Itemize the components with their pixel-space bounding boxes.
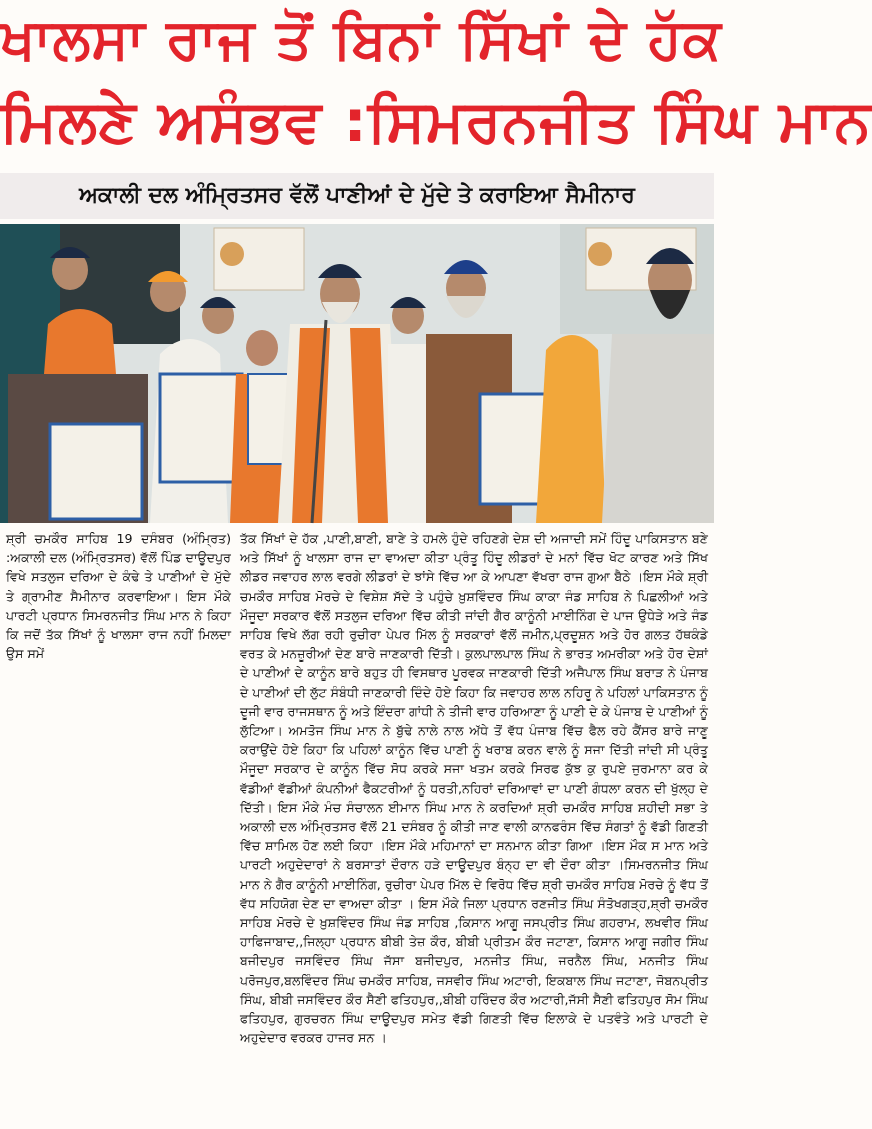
subheadline: ਅਕਾਲੀ ਦਲ ਅੰਮ੍ਰਿਤਸਰ ਵੱਲੋਂ ਪਾਣੀਆਂ ਦੇ ਮੁੱਦੇ ਤੇ ਕਰਾਇਆ ਸੈਮੀਨਾਰ (0, 173, 714, 219)
article-left-column (6, 529, 231, 663)
headline-line-2: ਮਿਲਣੇ ਅਸੰਭਵ :ਸਿਮਰਨਜੀਤ ਸਿੰਘ ਮਾਨ (0, 87, 872, 155)
article-intro-text: ਸ਼੍ਰੀ ਚਮਕੌਰ ਸਾਹਿਬ 19 ਦਸੰਬਰ (ਅੰਮ੍ਰਿਤ) :ਅਕਾਲੀ ਦਲ (ਅੰਮ੍ਰਿਤਸਰ) ਵੱਲੋਂ ਪਿੰਡ ਦਾਊਦਪੁਰ ਵਿਖੇ ਸਤਲੁਜ ਦਰਿਆ ਦੇ ਕੰਢੇ ਤੇ ਪਾਣੀਆਂ ਦੇ ਮੁੱਦੇ ਤੇ ਗ੍ਰਾਮੀਣ ਸੈਮੀਨਾਰ ਕਰਵਾਇਆ। ਇਸ ਮੌਕੇ ਪਾਰਟੀ ਪ੍ਰਧਾਨ ਸਿਮਰਨਜੀਤ ਸਿੰਘ ਮਾਨ ਨੇ ਕਿਹਾ ਕਿ ਜਦੋਂ ਤੱਕ ਸਿੱਖਾਂ ਨੂੰ ਖਾਲਸਾ ਰਾਜ ਨਹੀਂ ਮਿਲਦਾ ਉਸ ਸਮੇਂ (6, 531, 231, 662)
article-right-column (240, 529, 708, 1047)
article-body-text: ਤੱਕ ਸਿੱਖਾਂ ਦੇ ਹੱਕ ,ਪਾਣੀ,ਬਾਣੀ, ਬਾਣੇ ਤੇ ਹਮਲੇ ਹੁੰਦੇ ਰਹਿਣਗੇ ਦੇਸ਼ ਦੀ ਅਜਾਦੀ ਸਮੇਂ ਹਿੰਦੂ ਪਾਕਿਸਤਾਨ ਬਣੇ ਅਤੇ ਸਿੱਖਾਂ ਨੂੰ ਖਾਲਸਾ ਰਾਜ ਦਾ ਵਾਅਦਾ ਕੀਤਾ ਪ੍ਰੰਤੂ ਹਿੰਦੂ ਲੀਡਰਾਂ ਦੇ ਮਨਾਂ ਵਿੱਚ ਖੋਟ ਕਾਰਣ ਅਤੇ ਸਿੱਖ ਲੀਡਰ ਜਵਾਹਰ ਲਾਲ ਵਰਗੇ ਲੀਡਰਾਂ ਦੇ ਝਾਂਸੇ ਵਿੱਚ ਆ ਕੇ ਆਪਣਾ ਵੱਖਰਾ ਰਾਜ ਗੁਆ ਬੈਠੇ ।ਇਸ ਮੌਕੇ ਸ਼੍ਰੀ ਚਮਕੌਰ ਸਾਹਿਬ ਮੋਰਚੇ ਦੇ ਵਿਸ਼ੇਸ਼ ਸੱਦੇ ਤੇ ਪਹੁੰਚੇ ਖ਼ੁਸ਼ਵਿੰਦਰ ਸਿੰਘ ਕਾਕਾ ਜੰਡ ਸਾਹਿਬ ਨੇ ਪਿਛਲੀਆਂ ਅਤੇ ਮੌਜੂਦਾ ਸਰਕਾਰ ਵੱਲੋਂ ਸਤਲੁਜ ਦਰਿਆ ਵਿੱਚ ਕੀਤੀ ਜਾਂਦੀ ਗੈਰ ਕਾਨੂੰਨੀ ਮਾਈਨਿੰਗ ਦੇ ਪਾਜ ਉਧੇੜੇ ਅਤੇ ਜੰਡ ਸਾਹਿਬ ਵਿਖੇ ਲੱਗ ਰਹੀ ਰੁਚੀਰਾ ਪੇਪਰ ਮਿੱਲ ਨੂੰ ਸਰਕਾਰਾਂ ਵੱਲੋਂ ਜਮੀਨ,ਪ੍ਰਦੂਸ਼ਨ ਅਤੇ ਹੋਰ ਗਲਤ ਹੱਥਕੰਡੇ ਵਰਤ ਕੇ ਮਨਜ਼ੂਰੀਆਂ ਦੇਣ ਬਾਰੇ ਜਾਣਕਾਰੀ ਦਿੱਤੀ। ਕੁਲਪਾਲਪਾਲ ਸਿੰਘ ਨੇ ਭਾਰਤ ਅਮਰੀਕਾ ਅਤੇ ਹੋਰ ਦੇਸ਼ਾਂ ਦੇ ਪਾਣੀਆਂ ਦੇ ਕਾਨੂੰਨ ਬਾਰੇ ਬਹੁਤ ਹੀ ਵਿਸਥਾਰ ਪੂਰਵਕ ਜਾਣਕਾਰੀ ਦਿੱਤੀ ਅਜੈਪਾਲ ਸਿੰਘ ਬਰਾੜ ਨੇ ਪੰਜਾਬ ਦੇ ਪਾਣੀਆਂ ਦੀ ਲੁੱਟ ਸੰਬੰਧੀ ਜਾਣਕਾਰੀ ਦਿੰਦੇ ਹੋਏ ਕਿਹਾ ਕਿ ਜਵਾਹਰ ਲਾਲ ਨਹਿਰੂ ਨੇ ਪਹਿਲਾਂ ਪਾਕਿਸਤਾਨ ਨੂੰ ਦੂਜੀ ਵਾਰ ਰਾਜਸਥਾਨ ਨੂੰ ਅਤੇ ਇੰਦਰਾ ਗਾਂਧੀ ਨੇ ਤੀਜੀ ਵਾਰ ਹਰਿਆਣਾ ਨੂੰ ਪਾਣੀ ਦੇ ਕੇ ਪੰਜਾਬ ਦੇ ਪਾਣੀਆਂ ਨੂੰ ਲੁੱਟਿਆ। ਅਮਤੋਜ ਸਿੰਘ ਮਾਨ ਨੇ ਬੁੱਢੇ ਨਾਲੇ ਨਾਲ ਅੱਧੇ ਤੋਂ ਵੱਧ ਪੰਜਾਬ ਵਿੱਚ ਫੈਲ ਰਹੇ ਕੈਂਸਰ ਬਾਰੇ ਜਾਣੂ ਕਰਾਉਂਦੇ ਹੋਏ ਕਿਹਾ ਕਿ ਪਹਿਲਾਂ ਕਾਨੂੰਨ ਵਿੱਚ ਪਾਣੀ ਨੂੰ ਖਰਾਬ ਕਰਨ ਵਾਲੇ ਨੂੰ ਸਜਾ ਦਿੱਤੀ ਜਾਂਦੀ ਸੀ ਪ੍ਰੰਤੂ ਮੌਜੂਦਾ ਸਰਕਾਰ ਦੇ ਕਾਨੂੰਨ ਵਿੱਚ ਸੋਧ ਕਰਕੇ ਸਜਾ ਖਤਮ ਕਰਕੇ ਸਿਰਫ ਕੁੱਝ ਕੁ ਰੁਪਏ ਜੁਰਮਾਨਾ ਕਰ ਕੇ ਵੱਡੀਆਂ ਵੱਡੀਆਂ ਕੰਪਨੀਆਂ ਫੈਕਟਰੀਆਂ ਨੂੰ ਧਰਤੀ,ਨਹਿਰਾਂ ਦਰਿਆਵਾਂ ਦਾ ਪਾਣੀ ਗੰਧਲਾ ਕਰਨ ਦੀ ਖੁੱਲ੍ਹ ਦੇ ਦਿੱਤੀ। ਇਸ ਮੌਕੇ ਮੰਚ ਸੰਚਾਲਨ ਈਮਾਨ ਸਿੰਘ ਮਾਨ ਨੇ ਕਰਦਿਆਂ ਸ਼੍ਰੀ ਚਮਕੌਰ ਸਾਹਿਬ ਸ਼ਹੀਦੀ ਸਭਾ ਤੇ ਅਕਾਲੀ ਦਲ ਅੰਮ੍ਰਿਤਸਰ ਵੱਲੋਂ 21 ਦਸੰਬਰ ਨੂੰ ਕੀਤੀ ਜਾਣ ਵਾਲੀ ਕਾਨਫਰੰਸ ਵਿੱਚ ਸੰਗਤਾਂ ਨੂੰ ਵੱਡੀ ਗਿਣਤੀ ਵਿੱਚ ਸ਼ਾਮਿਲ ਹੋਣ ਲਈ ਕਿਹਾ ।ਇਸ ਮੌਕੇ ਮਹਿਮਾਨਾਂ ਦਾ ਸਨਮਾਨ ਕੀਤਾ ਗਿਆ ।ਇਸ ਮੌਕ ਸ ਮਾਨ ਅਤੇ ਪਾਰਟੀ ਅਹੁਦੇਦਾਰਾਂ ਨੇ ਬਰਸਾਤਾਂ ਦੌਰਾਨ ਹੜੇ ਦਾਊਦਪੁਰ ਬੰਨ੍ਹ ਦਾ ਵੀ ਦੌਰਾ ਕੀਤਾ ।ਸਿਮਰਨਜੀਤ ਸਿੰਘ ਮਾਨ ਨੇ ਗੈਰ ਕਾਨੂੰਨੀ ਮਾਈਨਿੰਗ, ਰੁਚੀਰਾ ਪੇਪਰ ਮਿੱਲ ਦੇ ਵਿਰੋਧ ਵਿੱਚ ਸ਼੍ਰੀ ਚਮਕੌਰ ਸਾਹਿਬ ਮੋਰਚੇ ਨੂੰ ਵੱਧ ਤੋਂ ਵੱਧ ਸਹਿਯੋਗ ਦੇਣ ਦਾ ਵਾਅਦਾ ਕੀਤਾ । ਇਸ ਮੌਕੇ ਜਿਲਾ ਪ੍ਰਧਾਨ ਰਣਜੀਤ ਸਿੰਘ ਸੰਤੋਖਗੜ੍ਹ,ਸ਼੍ਰੀ ਚਮਕੌਰ ਸਾਹਿਬ ਮੋਰਚੇ ਦੇ ਖ਼ੁਸ਼ਵਿੰਦਰ ਸਿੰਘ ਜੰਡ ਸਾਹਿਬ ,ਕਿਸਾਨ ਆਗੂ ਜਸਪ੍ਰੀਤ ਸਿੰਘ ਗਹਰਾਮ, ਲਖਵੀਰ ਸਿੰਘ ਹਾਫਿਜਾਬਾਦ,,ਜਿਲ੍ਹਾ ਪ੍ਰਧਾਨ ਬੀਬੀ ਤੇਜ਼ ਕੌਰ, ਬੀਬੀ ਪ੍ਰੀਤਮ ਕੌਰ ਜਟਾਣਾ, ਕਿਸਾਨ ਆਗੂ ਜਗੀਰ ਸਿੰਘ ਬਜੀਦਪੁਰ ਜਸਵਿੰਦਰ ਸਿੰਘ ਜੱਸਾ ਬਜੀਦਪੁਰ, ਮਨਜੀਤ ਸਿੰਘ, ਜਰਨੈਲ ਸਿੰਘ, ਮਨਜੀਤ ਸਿੰਘ ਪਰੋਜਪੁਰ,ਬਲਵਿੰਦਰ ਸਿੰਘ ਚਮਕੌਰ ਸਾਹਿਬ, ਜਸਵੀਰ ਸਿੰਘ ਅਟਾਰੀ, ਇਕਬਾਲ ਸਿੰਘ ਜਟਾਣਾ, ਜੋਬਨਪ੍ਰੀਤ ਸਿੰਘ, ਬੀਬੀ ਜਸਵਿੰਦਰ ਕੌਰ ਸੈਣੀ ਫਤਿਹਪੁਰ,,ਬੀਬੀ ਹਰਿੰਦਰ ਕੌਰ ਅਟਾਰੀ,ਜੱਸੀ ਸੈਣੀ ਫਤਿਹਪੁਰ ਸੋਮ ਸਿੰਘ ਫਤਿਹਪੁਰ, ਗੁਰਚਰਨ ਸਿੰਘ ਦਾਊਦਪੁਰ ਸਮੇਤ ਵੱਡੀ ਗਿਣਤੀ ਵਿੱਚ ਇਲਾਕੇ ਦੇ ਪਤਵੰਤੇ ਅਤੇ ਪਾਰਟੀ ਦੇ ਅਹੁਦੇਦਾਰ ਵਰਕਰ ਹਾਜਰ ਸਨ । (240, 531, 708, 1046)
event-photo (0, 224, 714, 523)
headline-line-1: ਖਾਲਸਾ ਰਾਜ ਤੋਂ ਬਿਨਾਂ ਸਿੱਖਾਂ ਦੇ ਹੱਕ (0, 7, 722, 72)
